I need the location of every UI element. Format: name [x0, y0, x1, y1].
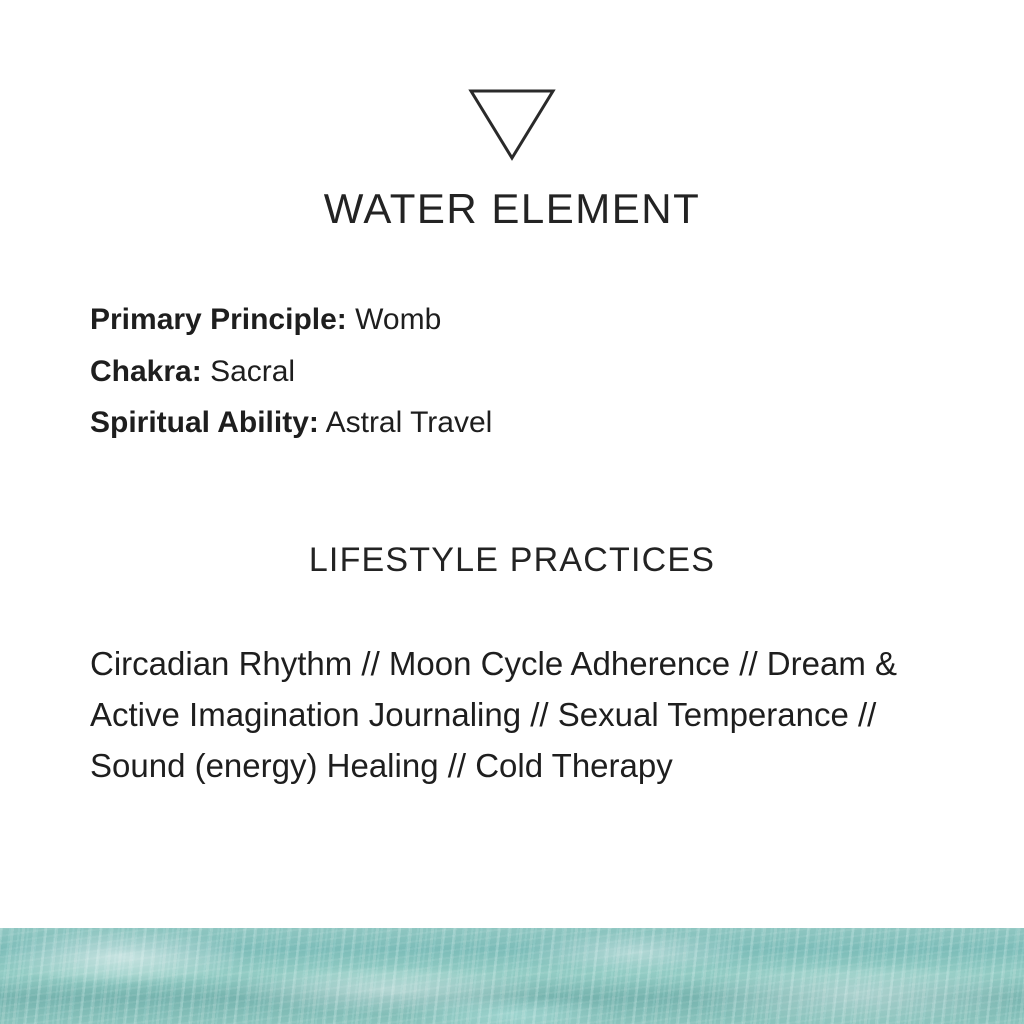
attribute-value: Astral Travel	[325, 406, 493, 440]
section-heading-lifestyle-practices: LIFESTYLE PRACTICES	[308, 540, 716, 579]
attribute-row	[90, 397, 1024, 449]
water-element-downward-triangle-icon	[467, 86, 557, 164]
attribute-row	[90, 294, 1024, 346]
element-symbol	[0, 86, 1024, 164]
attribute-label: Chakra:	[90, 354, 202, 388]
attribute-row	[90, 346, 1024, 398]
attribute-label: Spiritual Ability:	[90, 406, 319, 440]
water-ripple-layer-2	[0, 928, 1024, 1024]
attributes-list	[0, 294, 1024, 449]
lifestyle-practices-text: Circadian Rhythm // Moon Cycle Adherence // Dream & Active Imagination Journaling // Sexual Temperance // Sound (energy) Healing // Cold Therapy	[90, 644, 898, 785]
attribute-value: Sacral	[210, 354, 296, 388]
water-surface-photo	[0, 928, 1024, 1024]
page-title: WATER ELEMENT	[323, 185, 701, 232]
attribute-value: Womb	[355, 303, 442, 337]
attribute-label: Primary Principle:	[90, 303, 347, 337]
